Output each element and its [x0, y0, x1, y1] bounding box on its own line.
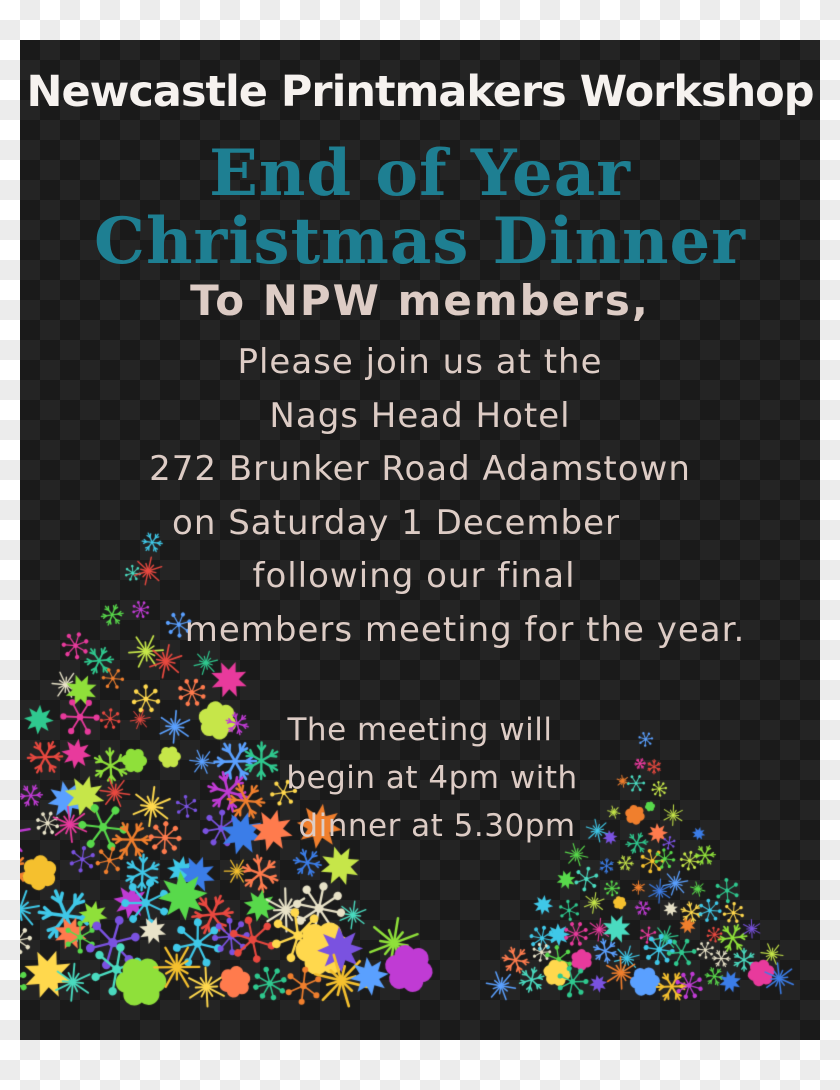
body-line: 272 Brunker Road Adamstown	[149, 449, 691, 489]
body-line: following our final	[252, 556, 576, 596]
christmas-dinner-poster	[20, 40, 820, 1040]
body-line: Please join us at the	[237, 342, 603, 382]
event-heading-line2: Christmas Dinner	[94, 204, 746, 279]
body-line: members meeting for the year.	[184, 609, 746, 650]
meeting-line: The meeting will	[287, 712, 553, 748]
poster-text	[20, 40, 820, 1040]
body-line: Nags Head Hotel	[269, 395, 571, 436]
workshop-title: Newcastle Printmakers Workshop	[26, 67, 814, 117]
meeting-note	[20, 706, 820, 850]
salutation: To NPW members,	[190, 276, 650, 325]
meeting-line: begin at 4pm with	[286, 760, 578, 796]
event-heading-line1: End of Year	[209, 136, 631, 211]
body-line: on Saturday 1 December	[172, 502, 620, 543]
invitation-body	[20, 336, 820, 657]
meeting-line: dinner at 5.30pm	[298, 808, 576, 844]
